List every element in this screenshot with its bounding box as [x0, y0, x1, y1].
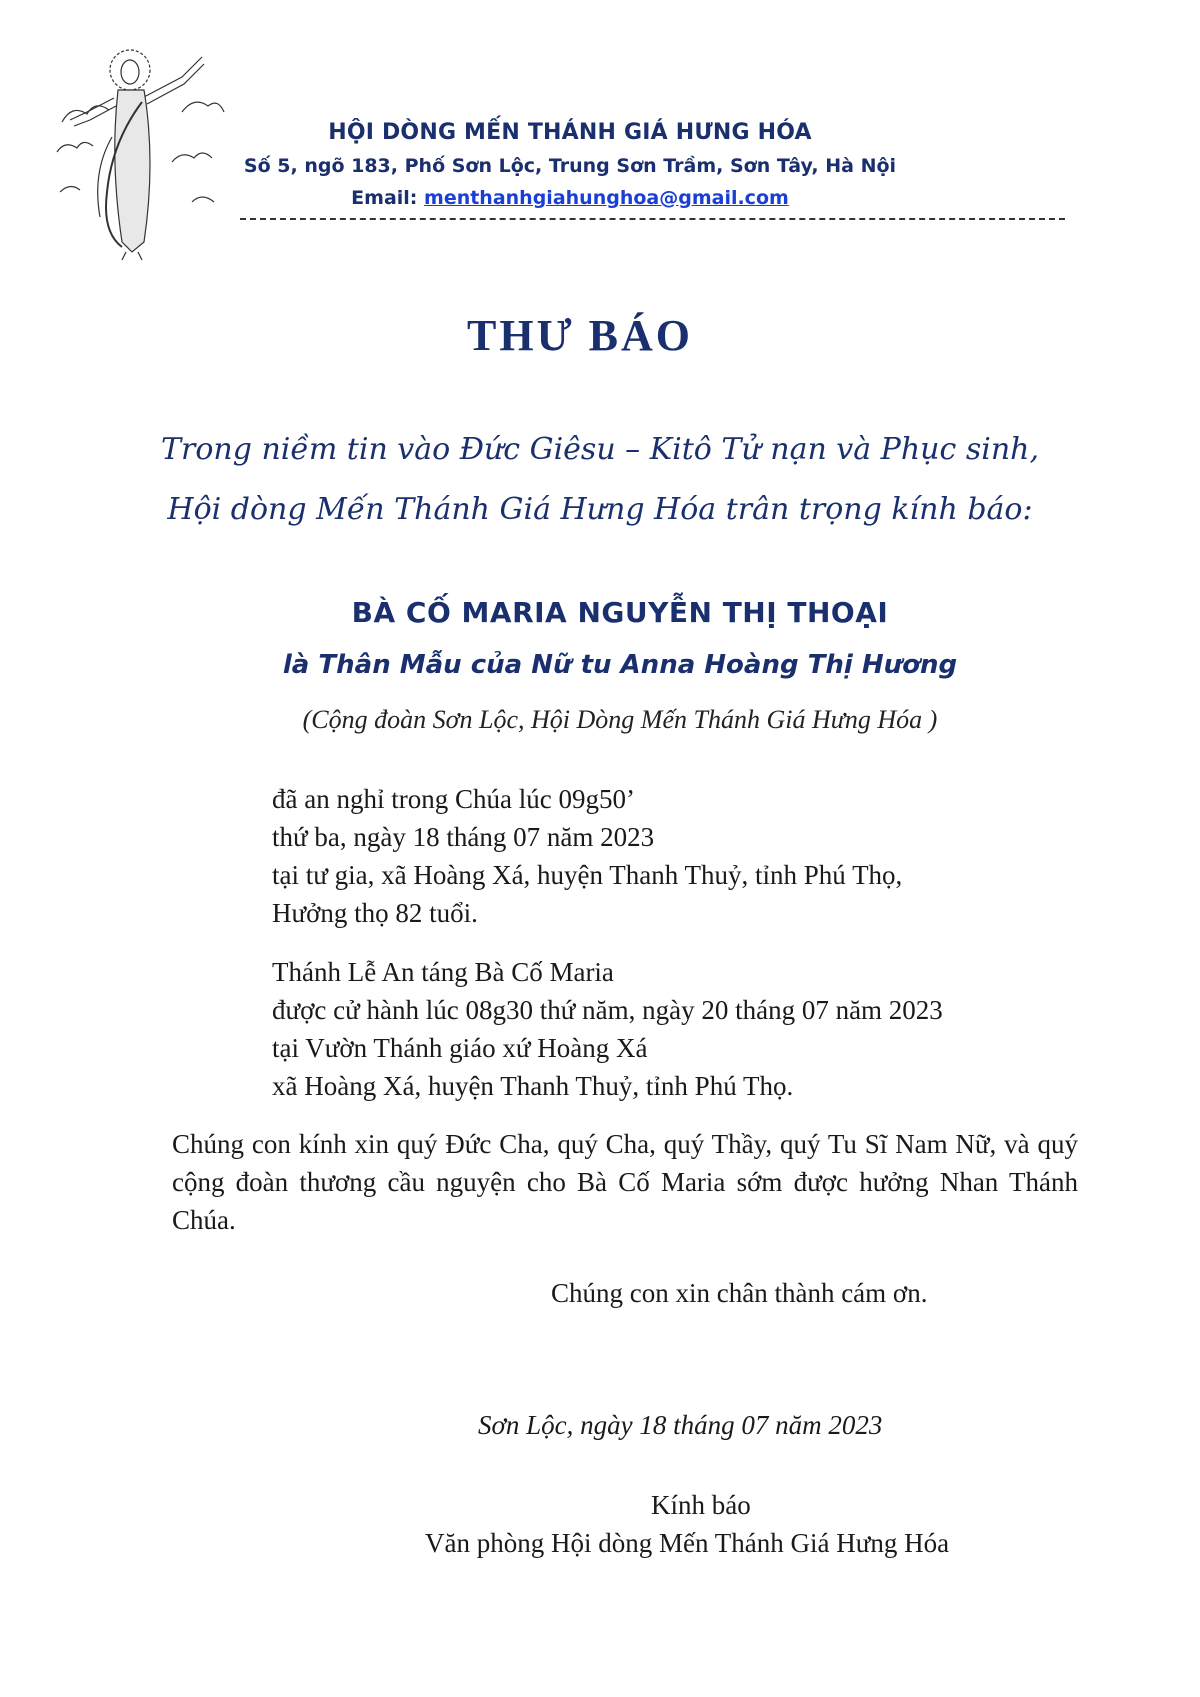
risen-christ-logo-icon: [52, 42, 227, 267]
deceased-name: BÀ CỐ MARIA NGUYỄN THỊ THOẠI: [351, 596, 889, 629]
death-line: đã an nghỉ trong Chúa lúc 09g50’: [272, 784, 635, 814]
community-note: (Cộng đoàn Sơn Lộc, Hội Dòng Mến Thánh Giá Hưng Hóa ): [302, 705, 938, 734]
organization-address: Số 5, ngõ 183, Phố Sơn Lộc, Trung Sơn Trầm, Sơn Tây, Hà Nội: [243, 155, 897, 177]
funeral-line: xã Hoàng Xá, huyện Thanh Thuỷ, tỉnh Phú Thọ.: [272, 1071, 794, 1101]
funeral-line: Thánh Lễ An táng Bà Cố Maria: [272, 957, 614, 987]
organization-name: HỘI DÒNG MẾN THÁNH GIÁ HƯNG HÓA: [328, 120, 812, 145]
death-line: thứ ba, ngày 18 tháng 07 năm 2023: [272, 822, 655, 852]
thanks-line: Chúng con xin chân thành cám ơn.: [551, 1278, 928, 1308]
signature-office: Văn phòng Hội dòng Mến Thánh Giá Hưng Hóa: [425, 1528, 950, 1558]
closing-line: Kính báo: [651, 1490, 751, 1520]
organization-email-line: [230, 187, 910, 209]
death-line: tại tư gia, xã Hoàng Xá, huyện Thanh Thuỷ, tỉnh Phú Thọ,: [272, 860, 903, 890]
intro-line-1: Trong niềm tin vào Đức Giêsu – Kitô Tử nạn và Phục sinh,: [160, 432, 1040, 467]
death-details: [272, 780, 902, 932]
funeral-details: [272, 953, 943, 1105]
funeral-line: tại Vườn Thánh giáo xứ Hoàng Xá: [272, 1033, 648, 1063]
death-line: Hưởng thọ 82 tuổi.: [272, 898, 478, 928]
document-title: THƯ BÁO: [467, 311, 693, 360]
prayer-request-paragraph: Chúng con kính xin quý Đức Cha, quý Cha, quý Thầy, quý Tu Sĩ Nam Nữ, và quý cộng đoàn thương cầu nguyện cho Bà Cố Maria sớm được hưởng Nhan Thánh Chúa.: [172, 1129, 1078, 1235]
funeral-line: được cử hành lúc 08g30 thứ năm, ngày 20 tháng 07 năm 2023: [272, 995, 943, 1025]
deceased-relation: là Thân Mẫu của Nữ tu Anna Hoàng Thị Hương: [282, 650, 958, 680]
date-line: Sơn Lộc, ngày 18 tháng 07 năm 2023: [478, 1410, 883, 1440]
intro-line-2: Hội dòng Mến Thánh Giá Hưng Hóa trân trọng kính báo:: [167, 492, 1033, 527]
header-divider: [240, 218, 1065, 220]
email-label: Email:: [351, 187, 425, 209]
email-link[interactable]: menthanhgiahunghoa@gmail.com: [424, 187, 789, 209]
